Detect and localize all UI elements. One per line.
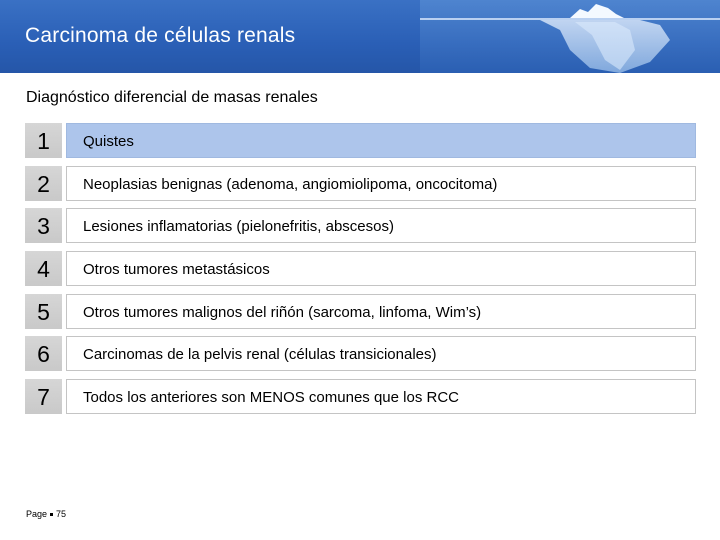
item-number: 5	[25, 294, 62, 329]
item-box	[66, 208, 696, 243]
item-number: 4	[25, 251, 62, 286]
list-item	[25, 294, 696, 329]
item-box	[66, 166, 696, 201]
slide-header	[0, 0, 720, 73]
item-box	[66, 123, 696, 158]
list-item	[25, 123, 696, 158]
list-item	[25, 251, 696, 286]
slide-subtitle: Diagnóstico diferencial de masas renales	[26, 89, 318, 106]
item-number: 7	[25, 379, 62, 414]
item-text: Carcinomas de la pelvis renal (células transicionales)	[83, 346, 437, 363]
item-box	[66, 336, 696, 371]
item-box	[66, 294, 696, 329]
slide-title: Carcinoma de células renals	[25, 24, 296, 47]
item-number: 1	[25, 123, 62, 158]
item-text: Otros tumores malignos del riñón (sarcoma, linfoma, Wim’s)	[83, 304, 482, 321]
item-number: 3	[25, 208, 62, 243]
page-label: Page	[26, 509, 48, 519]
item-text: Lesiones inflamatorias (pielonefritis, abscesos)	[83, 218, 394, 235]
page-footer	[26, 509, 66, 519]
iceberg-icon	[420, 0, 720, 73]
list-item	[25, 336, 696, 371]
list-item	[25, 208, 696, 243]
list-item	[25, 166, 696, 201]
item-text: Todos los anteriores son MENOS comunes que los RCC	[83, 389, 459, 406]
item-number: 2	[25, 166, 62, 201]
item-text: Neoplasias benignas (adenoma, angiomiolipoma, oncocitoma)	[83, 176, 498, 193]
item-text: Quistes	[83, 133, 134, 150]
item-box	[66, 251, 696, 286]
bullet-icon	[50, 513, 53, 516]
item-number: 6	[25, 336, 62, 371]
item-box	[66, 379, 696, 414]
item-text: Otros tumores metastásicos	[83, 261, 270, 278]
page-number: 75	[56, 509, 67, 519]
list-item	[25, 379, 696, 414]
